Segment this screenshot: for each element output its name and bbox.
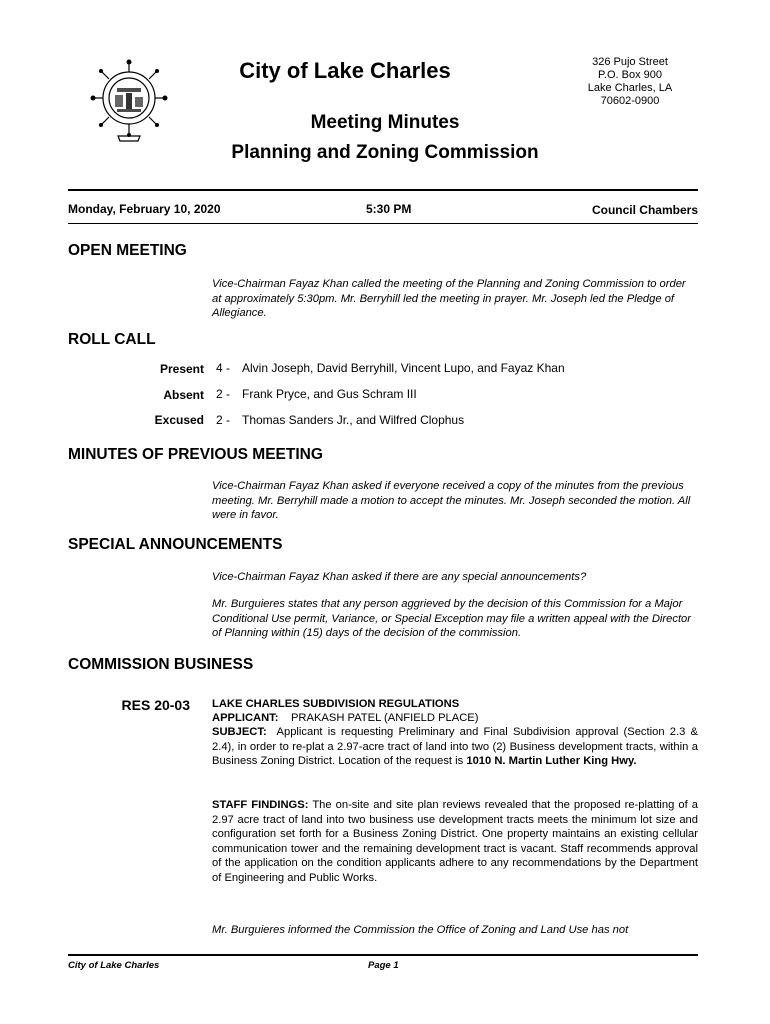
- announcements-question: Vice-Chairman Fayaz Khan asked if there are any special announcements?: [212, 571, 587, 583]
- roll-call-names: Frank Pryce, and Gus Schram III: [242, 387, 417, 401]
- applicant-line: [212, 711, 698, 726]
- roll-call-count: 2 -: [216, 413, 231, 427]
- meeting-location: Council Chambers: [591, 203, 698, 217]
- city-address: [560, 56, 700, 108]
- section-heading: MINUTES OF PREVIOUS MEETING: [68, 446, 323, 463]
- address-line: P.O. Box 900: [597, 69, 662, 81]
- section-heading: COMMISSION BUSINESS: [68, 656, 254, 673]
- commission-name: Planning and Zoning Commission: [231, 142, 539, 163]
- meeting-time: 5:30 PM: [366, 202, 412, 216]
- subject-text: Applicant is requesting Preliminary and Final Subdivision approval (Section 2.3 & 2.4), in order to re-plat a 2.97-acre tract of land into two (2) Business development tracts, within a Business Zoning District. Location of the request is: [212, 726, 698, 768]
- subject-paragraph: [212, 725, 698, 769]
- header-rule: [68, 189, 698, 191]
- roll-call-label: Absent: [163, 388, 204, 402]
- applicant-label: APPLICANT:: [212, 712, 279, 724]
- footer-rule: [68, 954, 698, 956]
- roll-call-names: Alvin Joseph, David Berryhill, Vincent Lupo, and Fayaz Khan: [242, 361, 565, 375]
- applicant-name: PRAKASH PATEL (ANFIELD PLACE): [290, 712, 479, 724]
- appeal-notice: Mr. Burguieres states that any person aggrieved by the decision of this Commission for a Major Conditional Use permit, Variance, or Special Exception may file a written appeal with the Director of Planning within (15) days of the decision of the commission.: [212, 598, 692, 640]
- findings-text: The on-site and site plan reviews revealed that the proposed re-platting of a 2.97 acre tract of land into two business use development tracts meets the minimum lot size and configuration set forth for a Business Zoning District. One property maintains an existing cellular communication tower and the remaining development tract is vacant. Staff recommends approval of the application on the condition applicants adhere to any recommendations by the Department of Engineering and Public Works.: [212, 799, 699, 884]
- findings-label: STAFF FINDINGS:: [212, 799, 309, 811]
- section-heading: OPEN MEETING: [68, 242, 187, 259]
- resolution-title: LAKE CHARLES SUBDIVISION REGULATIONS: [212, 698, 460, 710]
- date-rule: [68, 223, 698, 224]
- closing-text: Mr. Burguieres informed the Commission the Office of Zoning and Land Use has not: [212, 924, 629, 936]
- meeting-date: Monday, February 10, 2020: [68, 202, 221, 216]
- minutes-text: Vice-Chairman Fayaz Khan asked if everyone received a copy of the minutes from the previous meeting. Mr. Berryhill made a motion to accept the minutes. Mr. Joseph seconded the motion. All were in favor.: [212, 480, 691, 522]
- roll-call-count: 2 -: [216, 387, 231, 401]
- subject-label: SUBJECT:: [212, 726, 267, 738]
- open-meeting-text: Vice-Chairman Fayaz Khan called the meeting of the Planning and Zoning Commission to order at approximately 5:30pm. Mr. Berryhill led the meeting in prayer. Mr. Joseph led the Pledge of Allegiance.: [212, 278, 686, 320]
- footer-city: City of Lake Charles: [68, 960, 160, 971]
- roll-call-label: Excused: [154, 413, 204, 427]
- staff-findings-paragraph: [212, 798, 698, 886]
- subject-location: 1010 N. Martin Luther King Hwy.: [466, 755, 637, 768]
- section-heading: SPECIAL ANNOUNCEMENTS: [68, 536, 283, 553]
- page-number: Page 1: [368, 960, 399, 971]
- resolution-id: RES 20-03: [121, 697, 190, 713]
- section-heading: ROLL CALL: [68, 331, 156, 348]
- address-line: 326 Pujo Street: [592, 56, 668, 68]
- roll-call-label: Present: [159, 362, 204, 376]
- roll-call-count: 4 -: [216, 361, 231, 375]
- city-name: City of Lake Charles: [239, 58, 451, 83]
- roll-call-names: Thomas Sanders Jr., and Wilfred Clophus: [242, 413, 465, 427]
- address-line: 70602-0900: [600, 95, 660, 107]
- document-title: Meeting Minutes: [310, 112, 460, 133]
- address-line: Lake Charles, LA: [587, 82, 673, 94]
